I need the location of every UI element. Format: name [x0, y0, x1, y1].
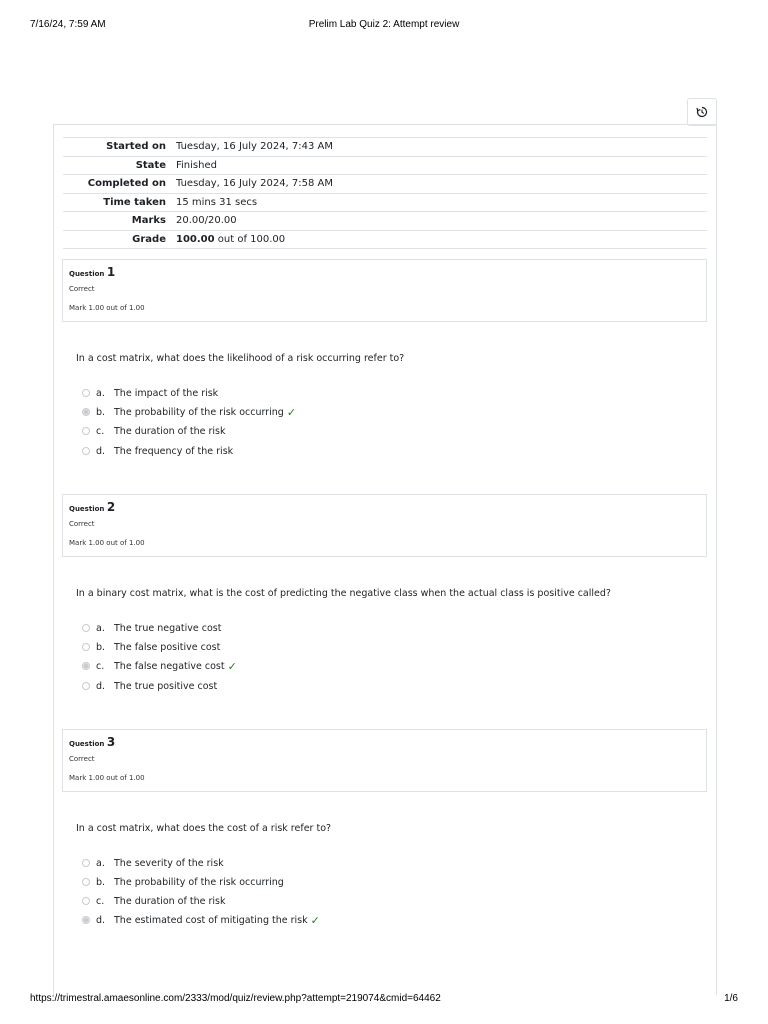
question-state: Correct	[69, 755, 95, 763]
question-mark: Mark 1.00 out of 1.00	[69, 539, 145, 547]
radio-button[interactable]	[82, 447, 90, 455]
question-prefix: Question	[69, 505, 105, 513]
radio-button[interactable]	[82, 408, 90, 416]
table-row	[63, 138, 707, 157]
question-state: Correct	[69, 285, 95, 293]
answer-text: The estimated cost of mitigating the risk	[114, 914, 308, 926]
table-row	[63, 175, 707, 194]
answer-text: The true negative cost	[114, 622, 222, 634]
answer-letter: d.	[96, 680, 106, 692]
answer-option[interactable]	[82, 443, 233, 459]
check-icon: ✓	[286, 405, 297, 419]
answer-option[interactable]	[82, 855, 224, 871]
page-url: https://trimestral.amaesonline.com/2333/mod/quiz/review.php?attempt=219074&cmid=64462	[30, 993, 441, 1004]
table-row	[63, 230, 707, 249]
radio-button[interactable]	[82, 878, 90, 886]
answer-option[interactable]	[82, 404, 296, 420]
answer-letter: c.	[96, 895, 105, 907]
attempt-summary-table	[63, 137, 707, 249]
answer-text: The false negative cost	[114, 660, 225, 672]
summary-value	[171, 230, 707, 249]
question-prefix: Question	[69, 270, 105, 278]
answer-letter: a.	[96, 857, 105, 869]
question-number	[69, 265, 115, 279]
summary-label: State	[63, 156, 171, 175]
answer-option[interactable]	[82, 423, 225, 439]
question-text: In a cost matrix, what does the likelihood of a risk occurring refer to?	[76, 353, 405, 364]
answer-option[interactable]	[82, 912, 320, 928]
answer-letter: c.	[96, 425, 105, 437]
summary-label: Grade	[63, 230, 171, 249]
answer-option[interactable]	[82, 385, 218, 401]
answer-option[interactable]	[82, 620, 221, 636]
question-info-3	[62, 729, 707, 792]
radio-button[interactable]	[82, 682, 90, 690]
question-mark: Mark 1.00 out of 1.00	[69, 304, 145, 312]
summary-value: 15 mins 31 secs	[171, 193, 707, 212]
answer-text: The severity of the risk	[114, 857, 224, 869]
answer-text: The probability of the risk occurring	[114, 876, 284, 888]
question-number	[69, 500, 115, 514]
summary-value: Tuesday, 16 July 2024, 7:43 AM	[171, 138, 707, 157]
question-mark: Mark 1.00 out of 1.00	[69, 774, 145, 782]
summary-value: Tuesday, 16 July 2024, 7:58 AM	[171, 175, 707, 194]
answer-text: The false positive cost	[114, 641, 221, 653]
answer-text: The impact of the risk	[114, 387, 219, 399]
print-date: 7/16/24, 7:59 AM	[30, 19, 106, 30]
question-text: In a cost matrix, what does the cost of a risk refer to?	[76, 823, 332, 834]
summary-value: 20.00/20.00	[171, 212, 707, 231]
radio-button[interactable]	[82, 662, 90, 670]
question-number	[69, 735, 115, 749]
answer-letter: d.	[96, 445, 106, 457]
page-number: 1/6	[724, 993, 738, 1004]
question-num: 3	[106, 735, 116, 749]
answer-option[interactable]	[82, 639, 220, 655]
summary-value: Finished	[171, 156, 707, 175]
answer-text: The duration of the risk	[114, 425, 226, 437]
summary-label: Marks	[63, 212, 171, 231]
answer-letter: b.	[96, 641, 106, 653]
table-row	[63, 212, 707, 231]
answer-letter: b.	[96, 876, 106, 888]
question-num: 2	[106, 500, 116, 514]
radio-button[interactable]	[82, 643, 90, 651]
answer-letter: a.	[96, 387, 105, 399]
question-num: 1	[106, 265, 116, 279]
question-info-1	[62, 259, 707, 322]
answer-letter: c.	[96, 660, 105, 672]
answer-option[interactable]	[82, 874, 284, 890]
check-icon: ✓	[310, 913, 320, 927]
grade-value: 100.00	[176, 233, 215, 245]
answer-text: The frequency of the risk	[114, 445, 234, 457]
table-row	[63, 156, 707, 175]
answer-letter: b.	[96, 406, 106, 418]
answer-text: The true positive cost	[114, 680, 218, 692]
question-state: Correct	[69, 520, 95, 528]
radio-button[interactable]	[82, 624, 90, 632]
answer-letter: d.	[96, 914, 106, 926]
summary-label: Time taken	[63, 193, 171, 212]
question-prefix: Question	[69, 740, 105, 748]
radio-button[interactable]	[82, 897, 90, 905]
print-title: Prelim Lab Quiz 2: Attempt review	[308, 19, 460, 30]
radio-button[interactable]	[82, 389, 90, 397]
table-row	[63, 193, 707, 212]
summary-label: Started on	[63, 138, 171, 157]
check-icon: ✓	[227, 659, 237, 673]
answer-option[interactable]	[82, 893, 225, 909]
attempt-history-button[interactable]	[687, 98, 717, 126]
answer-option[interactable]	[82, 678, 217, 694]
print-header	[0, 19, 768, 33]
answer-text: The duration of the risk	[114, 895, 226, 907]
summary-label: Completed on	[63, 175, 171, 194]
radio-button[interactable]	[82, 427, 90, 435]
radio-button[interactable]	[82, 916, 90, 924]
answer-text: The probability of the risk occurring	[114, 406, 284, 418]
question-info-2	[62, 494, 707, 557]
grade-out-of: out of 100.00	[214, 233, 286, 245]
radio-button[interactable]	[82, 859, 90, 867]
history-icon	[696, 106, 708, 118]
answer-letter: a.	[96, 622, 105, 634]
question-text: In a binary cost matrix, what is the cost of predicting the negative class when the actual class is positive called?	[76, 588, 611, 599]
answer-option[interactable]	[82, 658, 237, 674]
